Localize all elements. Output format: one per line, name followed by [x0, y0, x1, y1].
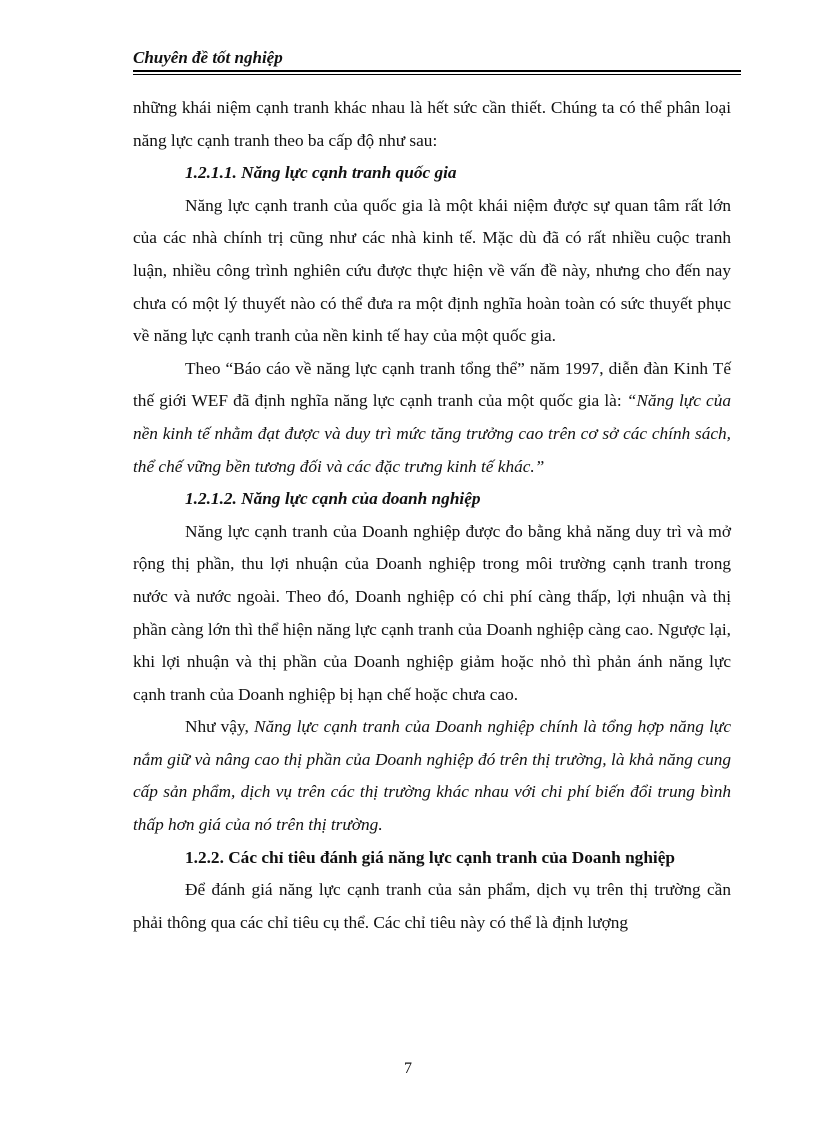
header-rule-thick	[133, 70, 741, 72]
paragraph-criteria: Để đánh giá năng lực cạnh tranh của sản phẩm, dịch vụ trên thị trường cần phải thông qua các chỉ tiêu cụ thể. Các chỉ tiêu này có thể là định lượng	[133, 880, 731, 932]
heading-1-2-2: 1.2.2. Các chỉ tiêu đánh giá năng lực cạnh tranh của Doanh nghiệp	[185, 847, 676, 867]
header-rule-thin	[133, 74, 741, 75]
page-number: 7	[404, 1060, 412, 1077]
wef-definition-quote: “Năng lực của nền kinh tế nhằm đạt được và duy trì mức tăng trưởng cao trên cơ sở các chính sách, thể chế vững bền tương đối và các đặc trưng kinh tế khác.”	[133, 391, 731, 476]
paragraph-national-competitiveness: Năng lực cạnh tranh của quốc gia là một khái niệm được sự quan tâm rất lớn của các nhà chính trị cũng như các nhà kinh tế. Mặc dù đã có rất nhiều cuộc tranh luận, nhiều công trình nghiên cứu được thực hiện về vấn đề này, nhưng cho đến nay chưa có một lý thuyết nào có thể đưa ra một định nghĩa hoàn toàn có sức thuyết phục về năng lực cạnh tranh của nền kinh tế hay của một quốc gia.	[133, 195, 731, 346]
enterprise-definition-lead: Như vậy,	[185, 717, 254, 737]
body-text	[133, 92, 731, 939]
paragraph-wef-definition	[133, 353, 731, 483]
heading-1-2-1-2: 1.2.1.2. Năng lực cạnh của doanh nghiệp	[185, 489, 481, 509]
paragraph-enterprise-competitiveness: Năng lực cạnh tranh của Doanh nghiệp được đo bằng khả năng duy trì và mở rộng thị phần, thu lợi nhuận của Doanh nghiệp trong môi trường cạnh tranh trong nước và nước ngoài. Theo đó, Doanh nghiệp có chi phí càng thấp, lợi nhuận và thị phần càng lớn thì thể hiện năng lực cạnh tranh của Doanh nghiệp càng cao. Ngược lại, khi lợi nhuận và thị phần của Doanh nghiệp giảm hoặc nhỏ thì phản ánh năng lực cạnh tranh của Doanh nghiệp bị hạn chế hoặc chưa cao.	[133, 521, 731, 704]
heading-1-2-1-1: 1.2.1.1. Năng lực cạnh tranh quốc gia	[185, 163, 457, 183]
running-header: Chuyên đề tốt nghiệp	[133, 48, 283, 67]
wef-definition-lead: Theo “Báo cáo về năng lực cạnh tranh tổng thể” năm 1997, diễn đàn Kinh Tế thế giới WEF đã định nghĩa năng lực cạnh tranh của một quốc gia là:	[133, 358, 731, 411]
paragraph-enterprise-definition	[133, 711, 731, 841]
enterprise-definition-italic: Năng lực cạnh tranh của Doanh nghiệp chính là tổng hợp năng lực nắm giữ và nâng cao thị phần của Doanh nghiệp đó trên thị trường, là khả năng cung cấp sản phẩm, dịch vụ trên các thị trường khác nhau với chi phí biến đổi trung bình thấp hơn giá của nó trên thị trường.	[133, 717, 731, 835]
paragraph-continuation: những khái niệm cạnh tranh khác nhau là hết sức cần thiết. Chúng ta có thể phân loại năng lực cạnh tranh theo ba cấp độ như sau:	[133, 98, 731, 150]
